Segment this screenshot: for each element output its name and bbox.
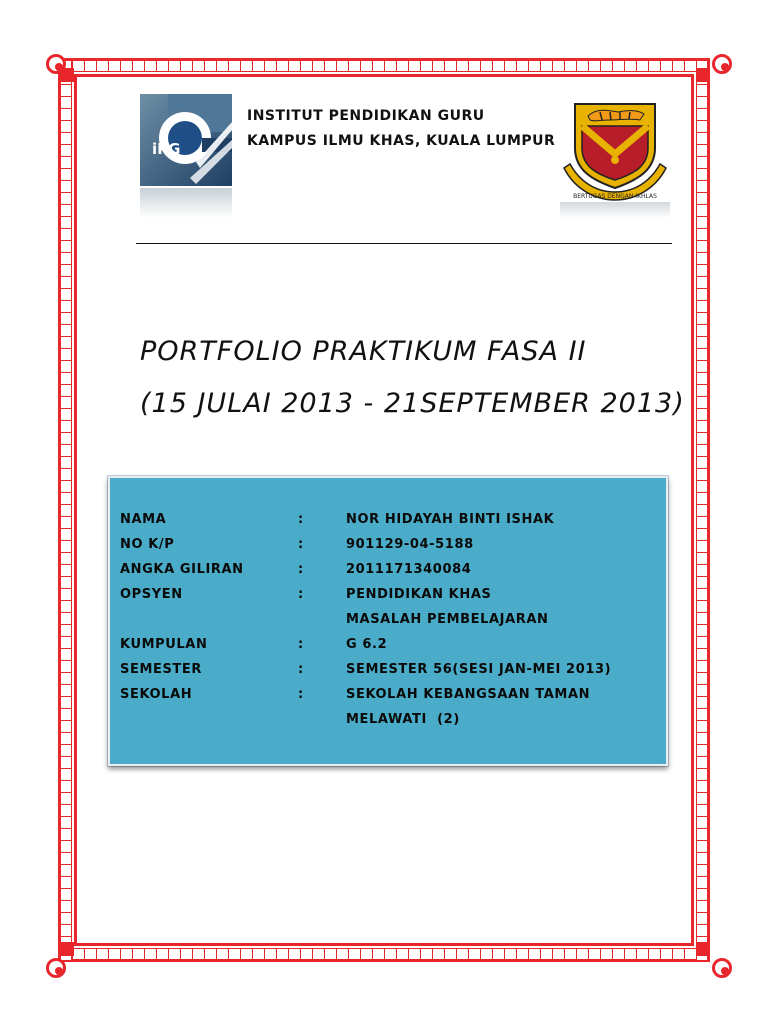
info-row-opsyen-continued [110, 612, 666, 634]
info-value: G 6.2 [346, 637, 388, 652]
info-separator: : [298, 687, 304, 702]
crest-icon [560, 90, 670, 218]
border-rail-right [696, 60, 708, 960]
info-label: SEMESTER [120, 662, 202, 677]
institution-name-line-2: KAMPUS ILMU KHAS, KUALA LUMPUR [247, 133, 556, 149]
info-row-angka-giliran [110, 562, 666, 584]
info-label: OPSYEN [120, 587, 183, 602]
info-value: PENDIDIKAN KHAS [346, 587, 492, 602]
info-row-semester [110, 662, 666, 684]
info-value: MASALAH PEMBELAJARAN [346, 612, 549, 627]
crest-motto: BERTUGAS DENGAN IKHLAS [573, 193, 657, 200]
tiger-icon [588, 110, 644, 121]
info-row-sekolah-continued [110, 712, 666, 734]
info-row-no-kp [110, 537, 666, 559]
info-row-opsyen [110, 587, 666, 609]
info-value: 901129-04-5188 [346, 537, 474, 552]
corner-ornament-top-left [46, 54, 74, 82]
info-separator: : [298, 587, 304, 602]
info-label: ANGKA GILIRAN [120, 562, 244, 577]
border-rail-bottom [60, 948, 708, 960]
info-row-nama [110, 512, 666, 534]
info-value: 2011171340084 [346, 562, 472, 577]
info-value: MELAWATI (2) [346, 712, 460, 727]
info-value: NOR HIDAYAH BINTI ISHAK [346, 512, 555, 527]
info-label: NO K/P [120, 537, 175, 552]
info-separator: : [298, 512, 304, 527]
info-separator: : [298, 637, 304, 652]
info-separator: : [298, 662, 304, 677]
corner-ornament-bottom-left [46, 950, 74, 978]
info-value: SEMESTER 56(SESI JAN-MEI 2013) [346, 662, 612, 677]
document-title: PORTFOLIO PRAKTIKUM FASA II [140, 336, 587, 367]
border-rail-top [60, 60, 708, 72]
corner-ornament-top-right [704, 54, 732, 82]
info-separator: : [298, 537, 304, 552]
info-value: SEKOLAH KEBANGSAAN TAMAN [346, 687, 591, 702]
info-label: SEKOLAH [120, 687, 193, 702]
border-rail-left [60, 60, 72, 960]
info-row-sekolah [110, 687, 666, 709]
ipg-logo-text: iPG [152, 140, 181, 158]
corner-ornament-bottom-right [704, 950, 732, 978]
header-rule [136, 243, 672, 244]
info-label: KUMPULAN [120, 637, 208, 652]
institution-name-line-1: INSTITUT PENDIDIKAN GURU [247, 108, 485, 124]
info-separator: : [298, 562, 304, 577]
info-row-kumpulan [110, 637, 666, 659]
info-label: NAMA [120, 512, 167, 527]
document-date-range: (15 JULAI 2013 - 21SEPTEMBER 2013) [140, 388, 685, 419]
ipg-logo-icon [138, 92, 234, 220]
student-info-box [108, 476, 668, 766]
